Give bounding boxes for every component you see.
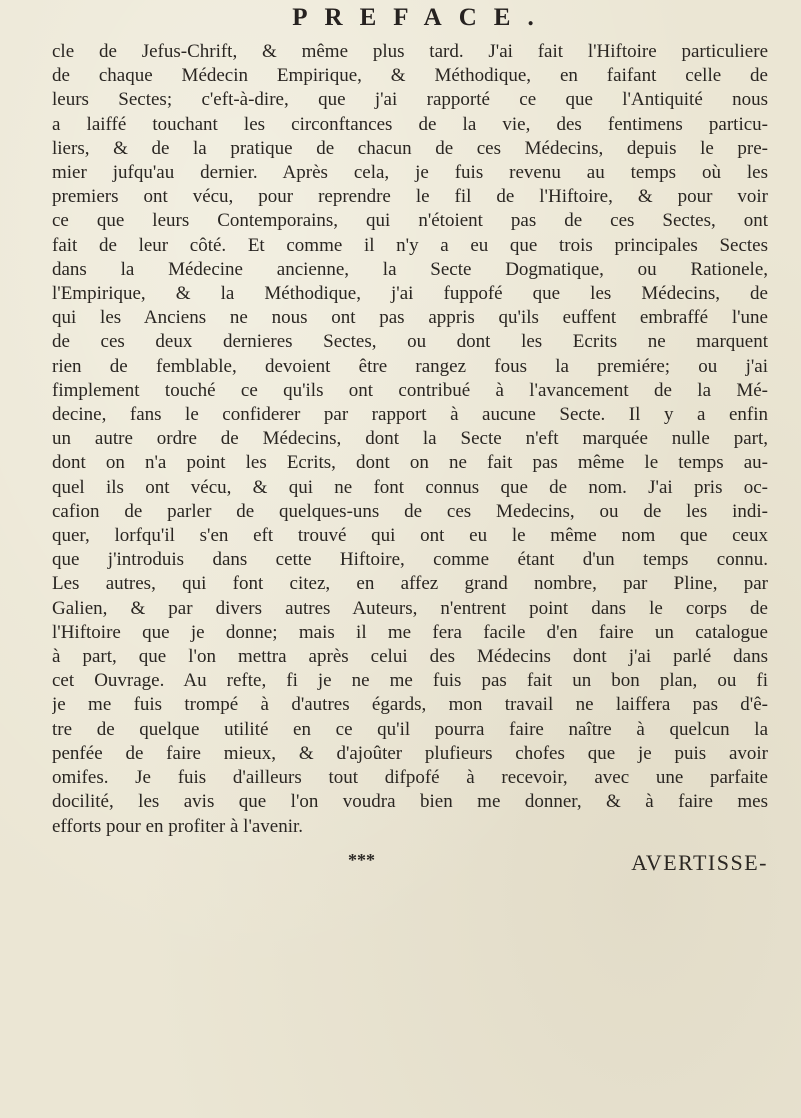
- text-line: efforts pour en profiter à l'avenir.: [52, 815, 304, 837]
- running-title: PREFACE.: [292, 4, 551, 31]
- signature-mark: ***: [348, 850, 375, 870]
- text-line: cet Ouvrage. Au refte, fi je ne me fuis pas fait un bon plan, ou fi: [52, 670, 768, 692]
- text-line: cafion de parler de quelques-uns de ces Medecins, ou de les indi-: [52, 500, 768, 522]
- text-line: premiers ont vécu, pour reprendre le fil de l'Hiftoire, & pour voir: [52, 186, 768, 208]
- text-line: je me fuis trompé à d'autres égards, mon travail ne laiffera pas d'ê-: [52, 694, 768, 716]
- text-line: rien de femblable, devoient être rangez fous la premiére; ou j'ai: [52, 355, 768, 377]
- text-line: omifes. Je fuis d'ailleurs tout difpofé à recevoir, avec une parfaite: [52, 767, 768, 789]
- text-line: a laiffé touchant les circonftances de la vie, des fentimens particu-: [52, 113, 768, 135]
- text-line: l'Hiftoire que je donne; mais il me fera facile d'en faire un catalogue: [52, 621, 768, 643]
- text-line: fait de leur côté. Et comme il n'y a eu que trois principales Sectes: [52, 234, 768, 256]
- text-line: de chaque Médecin Empirique, & Méthodique, en faifant celle de: [52, 65, 768, 87]
- text-line: liers, & de la pratique de chacun de ces Médecins, depuis le pre-: [52, 137, 768, 159]
- text-line: de ces deux dernieres Sectes, ou dont les Ecrits ne marquent: [52, 331, 768, 353]
- text-line: l'Empirique, & la Méthodique, j'ai fuppofé que les Médecins, de: [52, 283, 768, 305]
- text-line: dans la Médecine ancienne, la Secte Dogmatique, ou Rationele,: [52, 258, 768, 280]
- text-line: que j'introduis dans cette Hiftoire, comme étant d'un temps connu.: [52, 549, 768, 571]
- text-line: Les autres, qui font citez, en affez grand nombre, par Pline, par: [52, 573, 768, 595]
- text-line: fimplement touché ce qu'ils ont contribué à l'avancement de la Mé-: [52, 379, 768, 401]
- page-footer: [52, 850, 768, 880]
- text-line: Galien, & par divers autres Auteurs, n'entrent point dans le corps de: [52, 597, 768, 619]
- text-line: cle de Jefus-Chrift, & même plus tard. J'ai fait l'Hiftoire particuliere: [52, 41, 768, 62]
- text-line: penfée de faire mieux, & d'ajoûter plufieurs chofes que je puis avoir: [52, 742, 768, 764]
- text-line: tre de quelque utilité en ce qu'il pourra faire naître à quelcun la: [52, 718, 768, 740]
- catchword: AVERTISSE-: [631, 850, 768, 875]
- text-line: à part, que l'on mettra après celui des Médecins dont j'ai parlé dans: [52, 646, 768, 668]
- text-line: quel ils ont vécu, & qui ne font connus que de nom. J'ai pris oc-: [52, 476, 768, 498]
- text-line: mier jufqu'au dernier. Après cela, je fuis revenu au temps où les: [52, 162, 768, 184]
- text-line: un autre ordre de Médecins, dont la Secte n'eft marquée nulle part,: [52, 428, 768, 450]
- text-line: docilité, les avis que l'on voudra bien me donner, & à faire mes: [52, 791, 768, 813]
- text-line: ce que leurs Contemporains, qui n'étoient pas de ces Sectes, ont: [52, 210, 768, 232]
- text-line: dont on n'a point les Ecrits, dont on ne fait pas même le temps au-: [52, 452, 768, 474]
- text-line: leurs Sectes; c'eft-à-dire, que j'ai rapporté ce que l'Antiquité nous: [52, 89, 768, 111]
- text-line: quer, lorfqu'il s'en eft trouvé qui ont eu le même nom que ceux: [52, 525, 768, 547]
- text-line: decine, fans le confiderer par rapport à aucune Secte. Il y a enfin: [52, 404, 768, 426]
- preface-body-text: [52, 40, 768, 839]
- text-line: qui les Anciens ne nous ont pas appris qu'ils euffent embraffé l'une: [52, 307, 768, 329]
